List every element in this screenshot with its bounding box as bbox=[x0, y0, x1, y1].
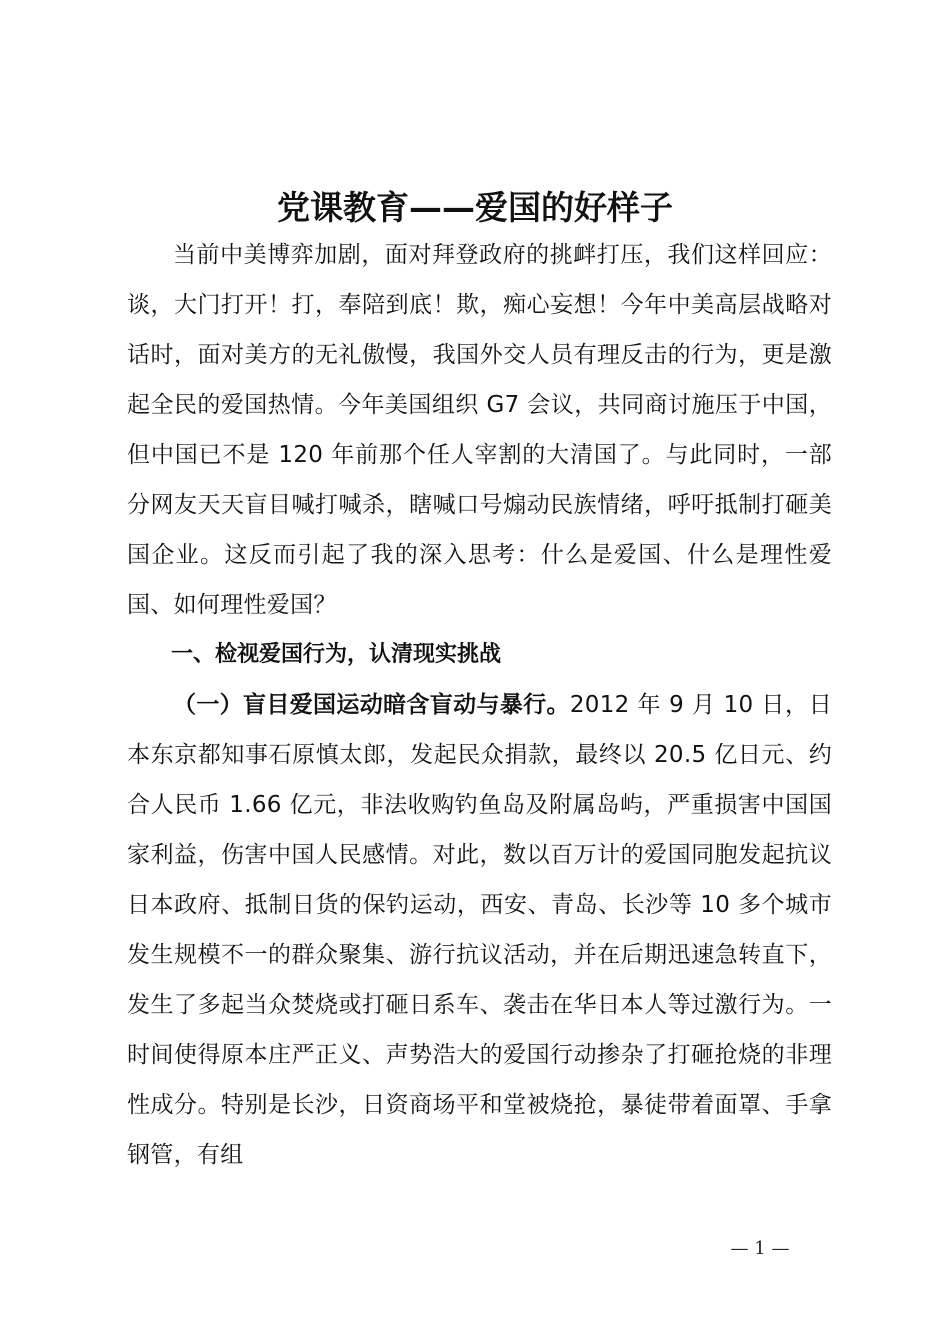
subsection-lead: （一）盲目爱国运动暗含盲动与暴行。 bbox=[173, 692, 570, 718]
intro-paragraph: 当前中美博弈加剧，面对拜登政府的挑衅打压，我们这样回应：谈，大门打开！打，奉陪到底！欺，痴心妄想！今年中美高层战略对话时，面对美方的无礼傲慢，我国外交人员有理反击的行为，更是激起全民的爱国热情。今年美国组织 G7 会议，共同商讨施压于中国，但中国已不是 120 年前那个任人宰割的大清国了。与此同时，一部分网友天天盲目喊打喊杀，瞎喊口号煽动民族情绪，呼吁抵制打砸美国企业。这反而引起了我的深入思考：什么是爱国、什么是理性爱国、如何理性爱国？ bbox=[127, 242, 832, 618]
subsection-text: 2012 年 9 月 10 日，日本东京都知事石原慎太郎，发起民众捐款，最终以 20.5 亿日元、约合人民币 1.66 亿元，非法收购钓鱼岛及附属岛屿，严重损害中国国家利益，伤害中国人民感情。对此，数以百万计的爱国同胞发起抗议日本政府、抵制日货的保钓运动，西安、青岛、长沙等 10 多个城市发生规模不一的群众聚集、游行抗议活动，并在后期迅速急转直下，发生了多起当众焚烧或打砸日系车、袭击在华日本人等过激行为。一时间使得原本庄严正义、声势浩大的爱国行动掺杂了打砸抢烧的非理性成分。特别是长沙，日资商场平和堂被烧抢，暴徒带着面罩、手拿钢管，有组 bbox=[127, 692, 832, 1168]
section-heading: 一、检视爱国行为，认清现实挑战 bbox=[171, 642, 502, 667]
subsection-paragraph bbox=[127, 680, 832, 1180]
document-title: 党课教育——爱国的好样子 bbox=[277, 188, 673, 227]
page-number: — 1 — bbox=[730, 1238, 790, 1259]
document-body bbox=[127, 230, 832, 1180]
